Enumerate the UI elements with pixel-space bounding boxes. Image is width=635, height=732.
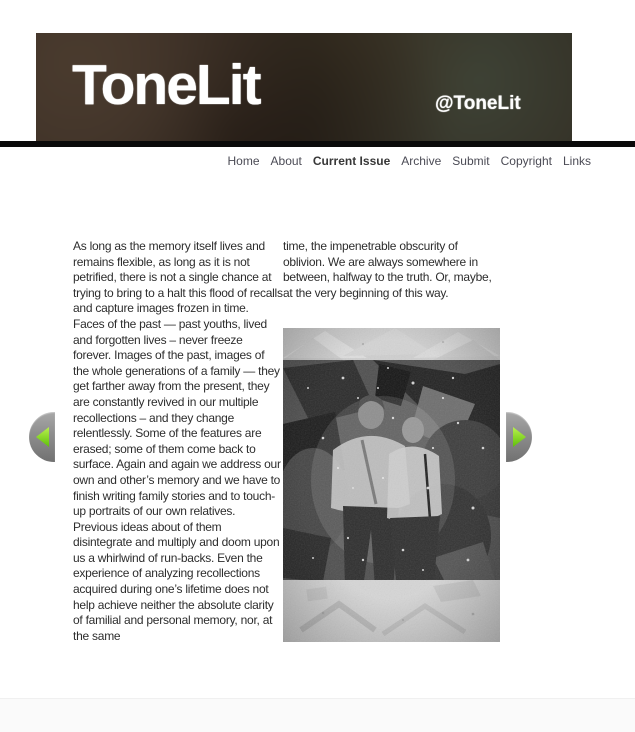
green-triangle-right-icon [512, 427, 527, 447]
nav-item-submit[interactable]: Submit [452, 154, 490, 168]
nav-item-copyright[interactable]: Copyright [500, 154, 552, 168]
carousel-next-button[interactable] [506, 412, 532, 462]
site-banner [36, 33, 572, 141]
nav-item-home[interactable]: Home [227, 154, 260, 168]
main-nav [228, 154, 591, 168]
nav-item-about[interactable]: About [270, 154, 302, 168]
footer-band [0, 698, 635, 732]
twitter-handle[interactable]: @ToneLit [435, 93, 521, 114]
nav-item-archive[interactable]: Archive [401, 154, 442, 168]
article-column-right: time, the impenetrable obscurity of oblivion. We are always somewhere in between, halfway to the truth. Or, maybe, at the very beginning of this way. [283, 239, 492, 300]
article-photo-collage [283, 328, 500, 642]
nav-item-current-issue[interactable]: Current Issue [312, 154, 391, 168]
green-triangle-left-icon [35, 427, 50, 447]
article-column-left: As long as the memory itself lives and remains flexible, as long as it is not petrified, there is not a single chance at trying to bring to a halt this flood of recalls and capture images frozen in time. Faces of the past — past youths, lived and forgotten lives – never freeze forever. Images of the past, images of the whole generations of a family — they get farther away from the present, they are constantly revived in our multiple recollections – and they change relentlessly. Some of the features are erased; some of them come back to surface. Again and again we address our own and other’s memory and we have to finish writing family stories and to touch-up portraits of our own relatives. Previous ideas about of them disintegrate and multiply and doom upon us a whirlwind of run-backs. Even the experience of analyzing recollections acquired during one’s lifetime does not help achieve neither the absolute clarity of familial and personal memory, nor, at the same [73, 239, 283, 643]
header-rule [0, 141, 635, 147]
site-logo[interactable]: ToneLit [72, 53, 260, 117]
carousel-prev-button[interactable] [29, 412, 55, 462]
nav-item-links[interactable]: Links [562, 154, 591, 168]
